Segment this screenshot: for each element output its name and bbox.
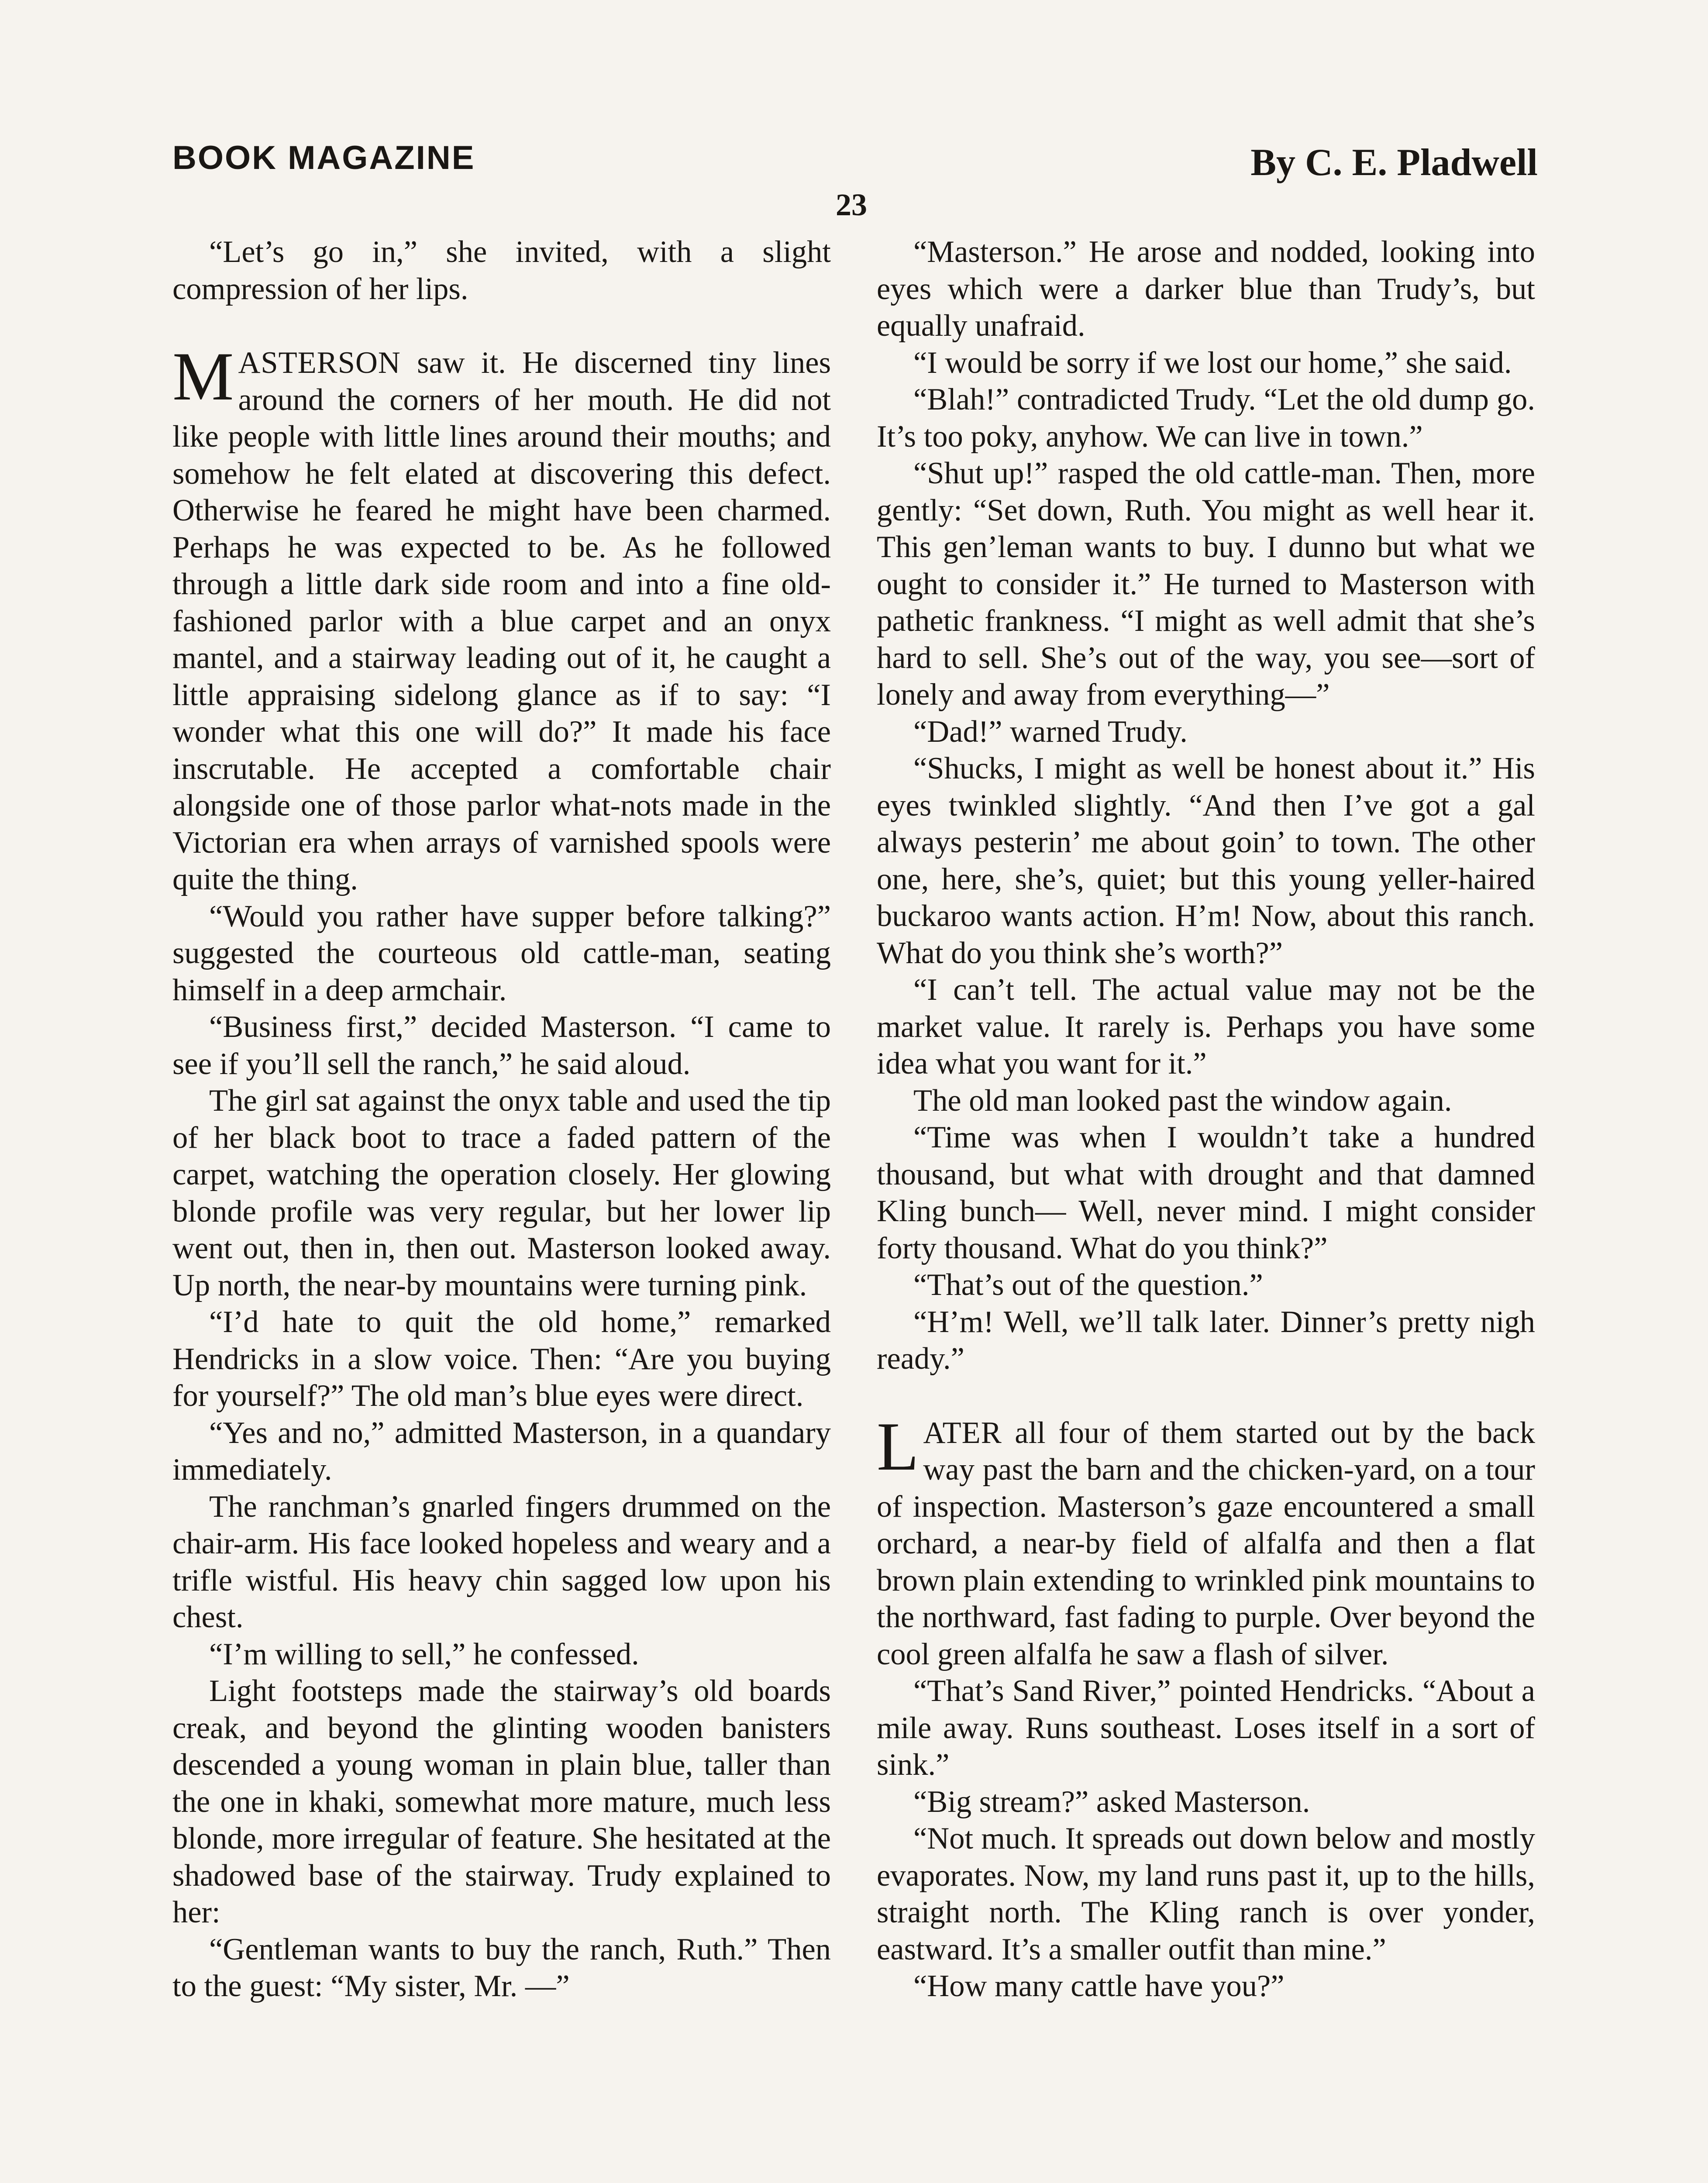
paragraph: “I can’t tell. The actual value may not be the market value. It rarely is. Perhaps you have some idea what you want for it.” xyxy=(877,973,1535,1081)
paragraph: “H’m! Well, we’ll talk later. Dinner’s pretty nigh ready.” xyxy=(877,1305,1535,1376)
paragraph: The girl sat against the onyx table and used the tip of her black boot to trace a faded pattern of the carpet, watching the operation closely. Her glowing blonde profile was very regular, but her lower lip went out, then in, then out. Masterson looked away. Up north, the near-by mountains were turning pink. xyxy=(172,1084,831,1302)
paragraph: “I’m willing to sell,” he confessed. xyxy=(209,1637,639,1671)
paragraph: “Blah!” contradicted Trudy. “Let the old dump go. It’s too poky, anyhow. We can live in town.” xyxy=(877,382,1535,454)
paragraph: “That’s Sand River,” pointed Hendricks. “About a mile away. Runs southeast. Loses itself in a sort of sink.” xyxy=(877,1674,1535,1782)
paragraph: The old man looked past the window again. xyxy=(913,1083,1452,1118)
paragraph: “Let’s go in,” she invited, with a slight compression of her lips. xyxy=(172,235,831,306)
paragraph: “I would be sorry if we lost our home,” she said. xyxy=(913,345,1512,380)
paragraph-text: all four of them started out by the back way past the barn and the chicken-yard, on a tour of inspection. Masterson’s gaze encountered a small orchard, a near-by field of alfalfa and then a flat brown plain extending to wrinkled pink mountains to the northward, fast fading to purple. Over beyond the cool green alfalfa he saw a flash of silver. xyxy=(877,1415,1535,1671)
paragraph: “How many cattle have you?” xyxy=(913,1969,1284,2003)
right-column xyxy=(877,234,1535,2005)
paragraph: “Would you rather have supper before talking?” suggested the courteous old cattle-man, seating himself in a deep armchair. xyxy=(172,899,831,1007)
paragraph: Light footsteps made the stairway’s old boards creak, and beyond the glinting wooden banisters descended a young woman in plain blue, taller than the one in khaki, somewhat more mature, much less blonde, more irregular of feature. She hesitated at the shadowed base of the stairway. Trudy explained to her: xyxy=(172,1674,831,1929)
section-opening-paragraph xyxy=(172,338,831,898)
magazine-title: BOOK MAGAZINE xyxy=(172,139,475,176)
left-column xyxy=(172,234,831,2005)
page-number: 23 xyxy=(836,187,867,222)
paragraph: “Business first,” decided Masterson. “I came to see if you’ll sell the ranch,” he said aloud. xyxy=(172,1010,831,1081)
paragraph: “That’s out of the question.” xyxy=(913,1268,1263,1302)
paragraph: “Big stream?” asked Masterson. xyxy=(913,1784,1310,1819)
section-opening-paragraph xyxy=(877,1408,1535,1673)
paragraph: “Gentleman wants to buy the ranch, Ruth.” Then to the guest: “My sister, Mr. —” xyxy=(172,1932,831,2003)
paragraph: “Time was when I wouldn’t take a hundred thousand, but what with drought and that damned Kling bunch— Well, never mind. I might consider forty thousand. What do you think?” xyxy=(877,1120,1535,1265)
paragraph: “I’d hate to quit the old home,” remarked Hendricks in a slow voice. Then: “Are you buying for yourself?” The old man’s blue eyes were direct. xyxy=(172,1305,831,1413)
drop-cap: L xyxy=(877,1408,919,1485)
lead-in: ATER xyxy=(923,1415,1002,1450)
paragraph: “Not much. It spreads out down below and mostly evaporates. Now, my land runs past it, up to the hills, straight north. The Kling ranch is over yonder, eastward. It’s a smaller outfit than mine.” xyxy=(877,1821,1535,1966)
author-byline: By C. E. Pladwell xyxy=(1250,141,1538,184)
paragraph: “Shucks, I might as well be honest about it.” His eyes twinkled slightly. “And then I’ve got a gal always pesterin’ me about goin’ to town. The other one, here, she’s, quiet; but this young yeller-haired buckaroo wants action. H’m! Now, about this ranch. What do you think she’s worth?” xyxy=(877,751,1535,970)
paragraph: “Shut up!” rasped the old cattle-man. Then, more gently: “Set down, Ruth. You might as well hear it. This gen’leman wants to buy. I dunno but what we ought to consider it.” He turned to Masterson with pathetic frankness. “I might as well admit that she’s hard to sell. She’s out of the way, you see—sort of lonely and away from everything—” xyxy=(877,456,1535,712)
drop-cap: M xyxy=(172,338,234,415)
paragraph: “Yes and no,” admitted Masterson, in a quandary immediately. xyxy=(172,1415,831,1487)
lead-in: ASTERSON xyxy=(238,346,401,380)
paragraph: The ranchman’s gnarled fingers drummed on the chair-arm. His face looked hopeless and weary and a trifle wistful. His heavy chin sagged low upon his chest. xyxy=(172,1489,831,1634)
paragraph: “Dad!” warned Trudy. xyxy=(913,714,1188,749)
paragraph: “Masterson.” He arose and nodded, looking into eyes which were a darker blue than Trudy’s, but equally unafraid. xyxy=(877,235,1535,343)
paragraph-text: saw it. He discerned tiny lines around the corners of her mouth. He did not like people with little lines around their mouths; and somehow he felt elated at discovering this defect. Otherwise he feared he might have been charmed. Perhaps he was expected to be. As he followed through a little dark side room and into a fine old-fashioned parlor with a blue carpet and an onyx mantel, and a stairway leading out of it, he caught a little appraising sidelong glance as if to say: “I wonder what this one will do?” It made his face inscrutable. He accepted a comfortable chair alongside one of those parlor what-nots made in the Victorian era when arrays of varnished spools were quite the thing. xyxy=(172,346,831,896)
